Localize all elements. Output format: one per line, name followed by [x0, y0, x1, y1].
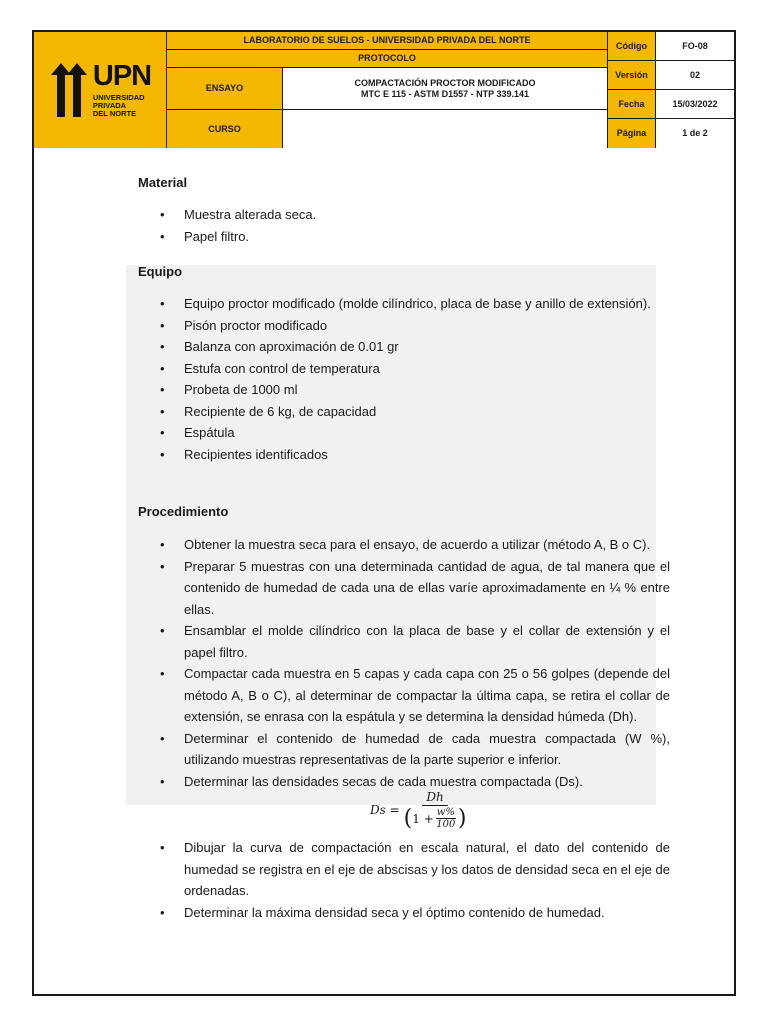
- document-header: [34, 32, 734, 148]
- lab-title: LABORATORIO DE SUELOS - UNIVERSIDAD PRIVADA DEL NORTE: [167, 32, 608, 50]
- list-item: • Papel filtro.: [138, 226, 670, 248]
- list-item: • Dibujar la curva de compactación en escala natural, el dato del contenido de humedad se registra en el eje de abscisas y los datos de densidad seca en el eje de ordenadas.: [138, 837, 670, 902]
- fecha-value: 15/03/2022: [656, 90, 734, 119]
- ensayo-value: [283, 68, 608, 110]
- logo-line-1: UNIVERSIDAD: [92, 93, 145, 103]
- document-frame: [32, 30, 736, 996]
- list-item: • Ensamblar el molde cilíndrico con la placa de base y el collar de extensión y el papel filtro.: [138, 620, 670, 663]
- formula-hundred: 100: [436, 819, 456, 830]
- list-item: • Balanza con aproximación de 0.01 gr: [138, 336, 670, 358]
- list-item: • Determinar las densidades secas de cada muestra compactada (Ds).: [138, 771, 670, 793]
- formula-one-plus: 1 +: [412, 811, 434, 826]
- version-value: 02: [656, 61, 734, 90]
- dry-density-formula: Ds = Dh ( 1 + $\frac{w\%}{100}$ ): [370, 790, 467, 831]
- ensayo-line-1: COMPACTACIÓN PROCTOR MODIFICADO: [354, 78, 536, 89]
- list-item: • Probeta de 1000 ml: [138, 379, 670, 401]
- list-item: • Pisón proctor modificado: [138, 315, 670, 337]
- list-item: • Recipientes identificados: [138, 444, 670, 466]
- list-item: • Preparar 5 muestras con una determinada cantidad de agua, de tal manera que el contenido de humedad de cada una de ellas varíe aproximadamente en ¼ % entre ellas.: [138, 556, 670, 621]
- list-item: • Recipiente de 6 kg, de capacidad: [138, 401, 670, 423]
- equipo-list: [138, 293, 670, 465]
- upn-logo: [34, 32, 167, 148]
- list-item: • Obtener la muestra seca para el ensayo, de acuerdo a utilizar (método A, B o C).: [138, 534, 670, 556]
- formula-w: w%: [436, 807, 455, 818]
- list-item: • Equipo proctor modificado (molde cilíndrico, placa de base y anillo de extensión).: [138, 293, 670, 315]
- logo-brand: UPN: [92, 60, 152, 93]
- curso-value: [283, 110, 608, 148]
- pagina-value: 1 de 2: [656, 119, 734, 148]
- formula-lhs: Ds =: [370, 803, 400, 817]
- formula-numerator: Dh: [422, 790, 447, 806]
- procedimiento-list: [138, 534, 670, 792]
- logo-line-2: PRIVADA: [92, 101, 127, 111]
- list-item: • Compactar cada muestra en 5 capas y cada capa con 25 o 56 golpes (depende del método A, B o C), al determinar de compactar la última capa, se retira el collar de extensión, se enrasa con la espátula y se determina la densidad húmeda (Dh).: [138, 663, 670, 728]
- pagina-label: Página: [608, 119, 656, 148]
- curso-label: CURSO: [167, 110, 283, 148]
- upn-arrows-icon: [49, 61, 89, 119]
- version-label: Versión: [608, 61, 656, 90]
- list-item: • Espátula: [138, 422, 670, 444]
- ensayo-label: ENSAYO: [167, 68, 283, 110]
- ensayo-line-2: MTC E 115 - ASTM D1557 - NTP 339.141: [360, 88, 530, 99]
- material-list: [138, 204, 670, 247]
- list-item: • Determinar la máxima densidad seca y el óptimo contenido de humedad.: [138, 902, 670, 924]
- protocol-title: PROTOCOLO: [167, 50, 608, 68]
- equipo-title: Equipo: [138, 264, 183, 279]
- logo-line-3: DEL NORTE: [92, 108, 137, 118]
- fecha-label: Fecha: [608, 90, 656, 119]
- document-body: [34, 148, 734, 994]
- codigo-value: FO-08: [656, 32, 734, 61]
- list-item: • Estufa con control de temperatura: [138, 358, 670, 380]
- material-title: Material: [138, 175, 188, 190]
- codigo-label: Código: [608, 32, 656, 61]
- procedimiento-list-continued: [138, 837, 670, 923]
- procedimiento-title: Procedimiento: [138, 504, 229, 519]
- list-item: • Muestra alterada seca.: [138, 204, 670, 226]
- list-item: • Determinar el contenido de humedad de cada muestra compactada (W %), utilizando muestras representativas de la parte superior e inferior.: [138, 728, 670, 771]
